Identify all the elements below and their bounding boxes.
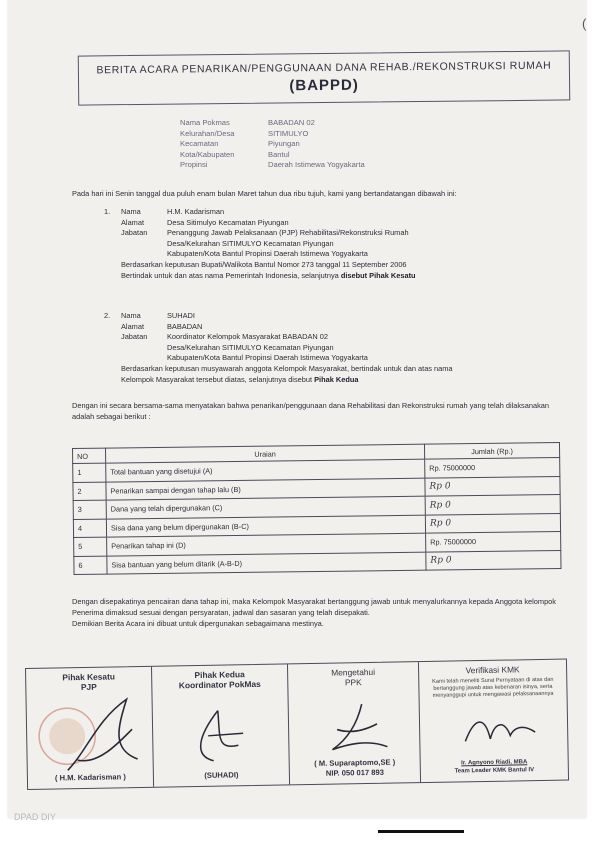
document-title: BERITA ACARA PENARIKAN/PENGGUNAAN DANA REHAB./REKONSTRUKSI RUMAH xyxy=(96,59,552,77)
info-value: Bantul xyxy=(268,149,290,159)
signature-role-sub: PJP xyxy=(80,681,97,693)
signature-role: Verifikasi KMK xyxy=(465,664,520,676)
party-acting xyxy=(104,375,574,386)
party-position: Penanggung Jawab Pelaksanaan (PJP) Rehabilitasi/Rekonstruksi Rumah xyxy=(167,228,409,238)
signature-role-sub: PPK xyxy=(344,677,362,688)
info-label: Kota/Kabupaten xyxy=(180,149,235,159)
signature-scribble xyxy=(460,710,541,751)
party-one xyxy=(104,207,574,281)
party-basis: Berdasarkan keputusan Bupati/Walikota Bantul Nomor 273 tanggal 11 September 2006 xyxy=(121,259,407,269)
signature-role: Pihak Kedua xyxy=(194,669,245,681)
info-label: Propinsi xyxy=(180,160,208,169)
party-position-line: Desa/Kelurahan SITIMULYO Kecamatan Piyungan xyxy=(167,238,334,248)
column-header-no: NO xyxy=(73,448,106,463)
column-header-amount: Jumlah (Rp.) xyxy=(424,443,559,460)
field-label: Jabatan xyxy=(121,332,148,342)
signature-kmk xyxy=(419,660,568,783)
party-two xyxy=(104,311,574,385)
party-position-line: Kabupaten/Kota Bantul Propinsi Daerah Istimewa Yogyakarta xyxy=(167,353,368,363)
closing-statement: Demikian Berita Acara ini dibuat untuk dipergunakan sebagaimana mestinya. xyxy=(72,618,324,628)
info-value: BABADAN 02 xyxy=(268,118,315,127)
party-name: SUHADI xyxy=(167,311,195,320)
info-row xyxy=(180,160,365,171)
signer-name: (SUHADI) xyxy=(204,769,239,780)
row-number: 2 xyxy=(73,482,106,501)
verification-text: Kami telah meneliti Surat Pernyataan di atas dan bertanggung jawab atas kebenaran isinya, serta menyanggupi untuk mengawasi pelaksanaannya xyxy=(432,676,554,699)
row-amount: Rp 0 xyxy=(425,513,560,533)
signer-nip: NIP. 050 017 893 xyxy=(325,767,385,778)
party-number: 2. xyxy=(104,311,111,320)
field-label: Nama xyxy=(121,311,141,320)
field-label: Alamat xyxy=(121,217,145,227)
signer-role: Team Leader KMK Bantul IV xyxy=(454,767,535,775)
party-position-line: Desa/Kelurahan SITIMULYO Kecamatan Piyungan xyxy=(167,342,334,352)
row-amount: Rp 0 xyxy=(425,495,560,515)
party-address: Desa Sitimulyo Kecamatan Piyungan xyxy=(167,217,289,227)
row-amount: Rp. 75000000 xyxy=(426,532,561,552)
signer-name: ( H.M. Kadarisman ) xyxy=(54,771,126,782)
signature-pihak-kedua xyxy=(152,664,290,786)
closing-text xyxy=(72,597,562,629)
party-designation: disebut Pihak Kesatu xyxy=(340,270,416,280)
info-value: SITIMULYO xyxy=(268,128,309,138)
info-label: Nama Pokmas xyxy=(180,118,230,127)
document-subtitle: (BAPPD) xyxy=(289,76,359,95)
title-box xyxy=(78,50,570,105)
row-amount: Rp 0 xyxy=(426,550,561,570)
row-number: 4 xyxy=(73,519,106,538)
closing-paragraph: Dengan disepakatinya pencairan dana tahap ini, maka Kelompok Masyarakat bertanggung jawab untuk menyalurkannya kepada Anggota kelompok Penerima dimaksud sesuai dengan persyaratan, jadwal dan sasaran yang telah disepakati. xyxy=(72,597,556,617)
pen-mark: ( xyxy=(582,16,587,31)
signer-name: ( M. Suparaptomo,SE ) xyxy=(314,757,396,768)
party-acting xyxy=(104,271,574,282)
info-label: Kecamatan xyxy=(180,139,219,148)
party-name: H.M. Kadarisman xyxy=(167,207,225,216)
info-row xyxy=(180,150,365,161)
party-address: BABADAN xyxy=(167,321,203,331)
column-header-description: Uraian xyxy=(106,444,425,463)
signature-scribble xyxy=(188,705,249,766)
info-value: Daerah Istimewa Yogyakarta xyxy=(268,160,365,169)
info-value: Piyungan xyxy=(268,139,300,148)
intro-text: Pada hari ini Senin tanggal dua puluh enam bulan Maret tahun dua ribu tujuh, kami yang bertandatangan dibawah ini: xyxy=(72,189,457,198)
info-row xyxy=(180,139,365,150)
signature-pihak-kesatu xyxy=(26,667,154,789)
signature-scribble xyxy=(317,699,398,760)
row-amount: Rp. 75000000 xyxy=(425,458,560,478)
row-number: 6 xyxy=(74,556,107,575)
info-row xyxy=(180,118,365,129)
party-position: Koordinator Kelompok Masyarakat BABADAN 02 xyxy=(167,332,329,342)
party-basis: Berdasarkan keputusan musyawarah anggota Kelompok Masyarakat, bertindak untuk dan atas nama xyxy=(121,363,453,373)
acting-text: Bertindak untuk dan atas nama Pemerintah Indonesia, selanjutnya xyxy=(121,270,339,280)
row-description: Dana yang telah dipergunakan (C) xyxy=(106,496,425,518)
signature-role-sub: Koordinator PokMas xyxy=(178,678,261,691)
row-description: Penarikan tahap ini (D) xyxy=(107,533,426,555)
row-amount: Rp 0 xyxy=(425,476,560,496)
signer-name: Ir. Agnyono Riadi, MBA xyxy=(461,759,528,767)
document-page xyxy=(8,0,586,818)
row-number: 1 xyxy=(73,463,106,482)
pokmas-info xyxy=(180,118,365,171)
statement-text: Dengan ini secara bersama-sama menyatakan bahwa penarikan/penggunaan dana Rehabilitasi dan Rekonstruksi rumah yang telah dilaksanakan adalah sebagai berikut : xyxy=(72,401,549,421)
party-position-line: Kabupaten/Kota Bantul Propinsi Daerah Istimewa Yogyakarta xyxy=(167,249,368,259)
info-row xyxy=(180,129,365,140)
row-number: 5 xyxy=(74,537,107,556)
party-designation: Pihak Kedua xyxy=(314,374,359,384)
field-label: Jabatan xyxy=(121,228,148,238)
field-label: Alamat xyxy=(121,321,145,331)
info-label: Kelurahan/Desa xyxy=(180,128,235,138)
signature-role: Mengetahui xyxy=(331,666,376,678)
acting-text: Kelompok Masyarakat tersebut diatas, selanjutnya disebut xyxy=(121,374,313,384)
row-description: Total bantuan yang disetujui (A) xyxy=(106,459,425,481)
field-label: Nama xyxy=(121,207,141,216)
row-description: Penarikan sampai dengan tahap lalu (B) xyxy=(106,478,425,500)
signature-role: Pihak Kesatu xyxy=(62,671,116,683)
party-number: 1. xyxy=(104,207,111,216)
row-number: 3 xyxy=(73,500,106,519)
signature-ppk xyxy=(288,662,421,784)
signature-scribble xyxy=(56,689,153,781)
fund-table xyxy=(72,442,562,575)
watermark-text: DPAD DIY xyxy=(14,812,56,822)
row-description: Sisa dana yang belum dipergunakan (B-C) xyxy=(106,515,425,537)
bottom-bar xyxy=(378,830,464,833)
row-description: Sisa bantuan yang belum ditarik (A-B-D) xyxy=(107,552,426,574)
signature-table xyxy=(25,659,569,790)
